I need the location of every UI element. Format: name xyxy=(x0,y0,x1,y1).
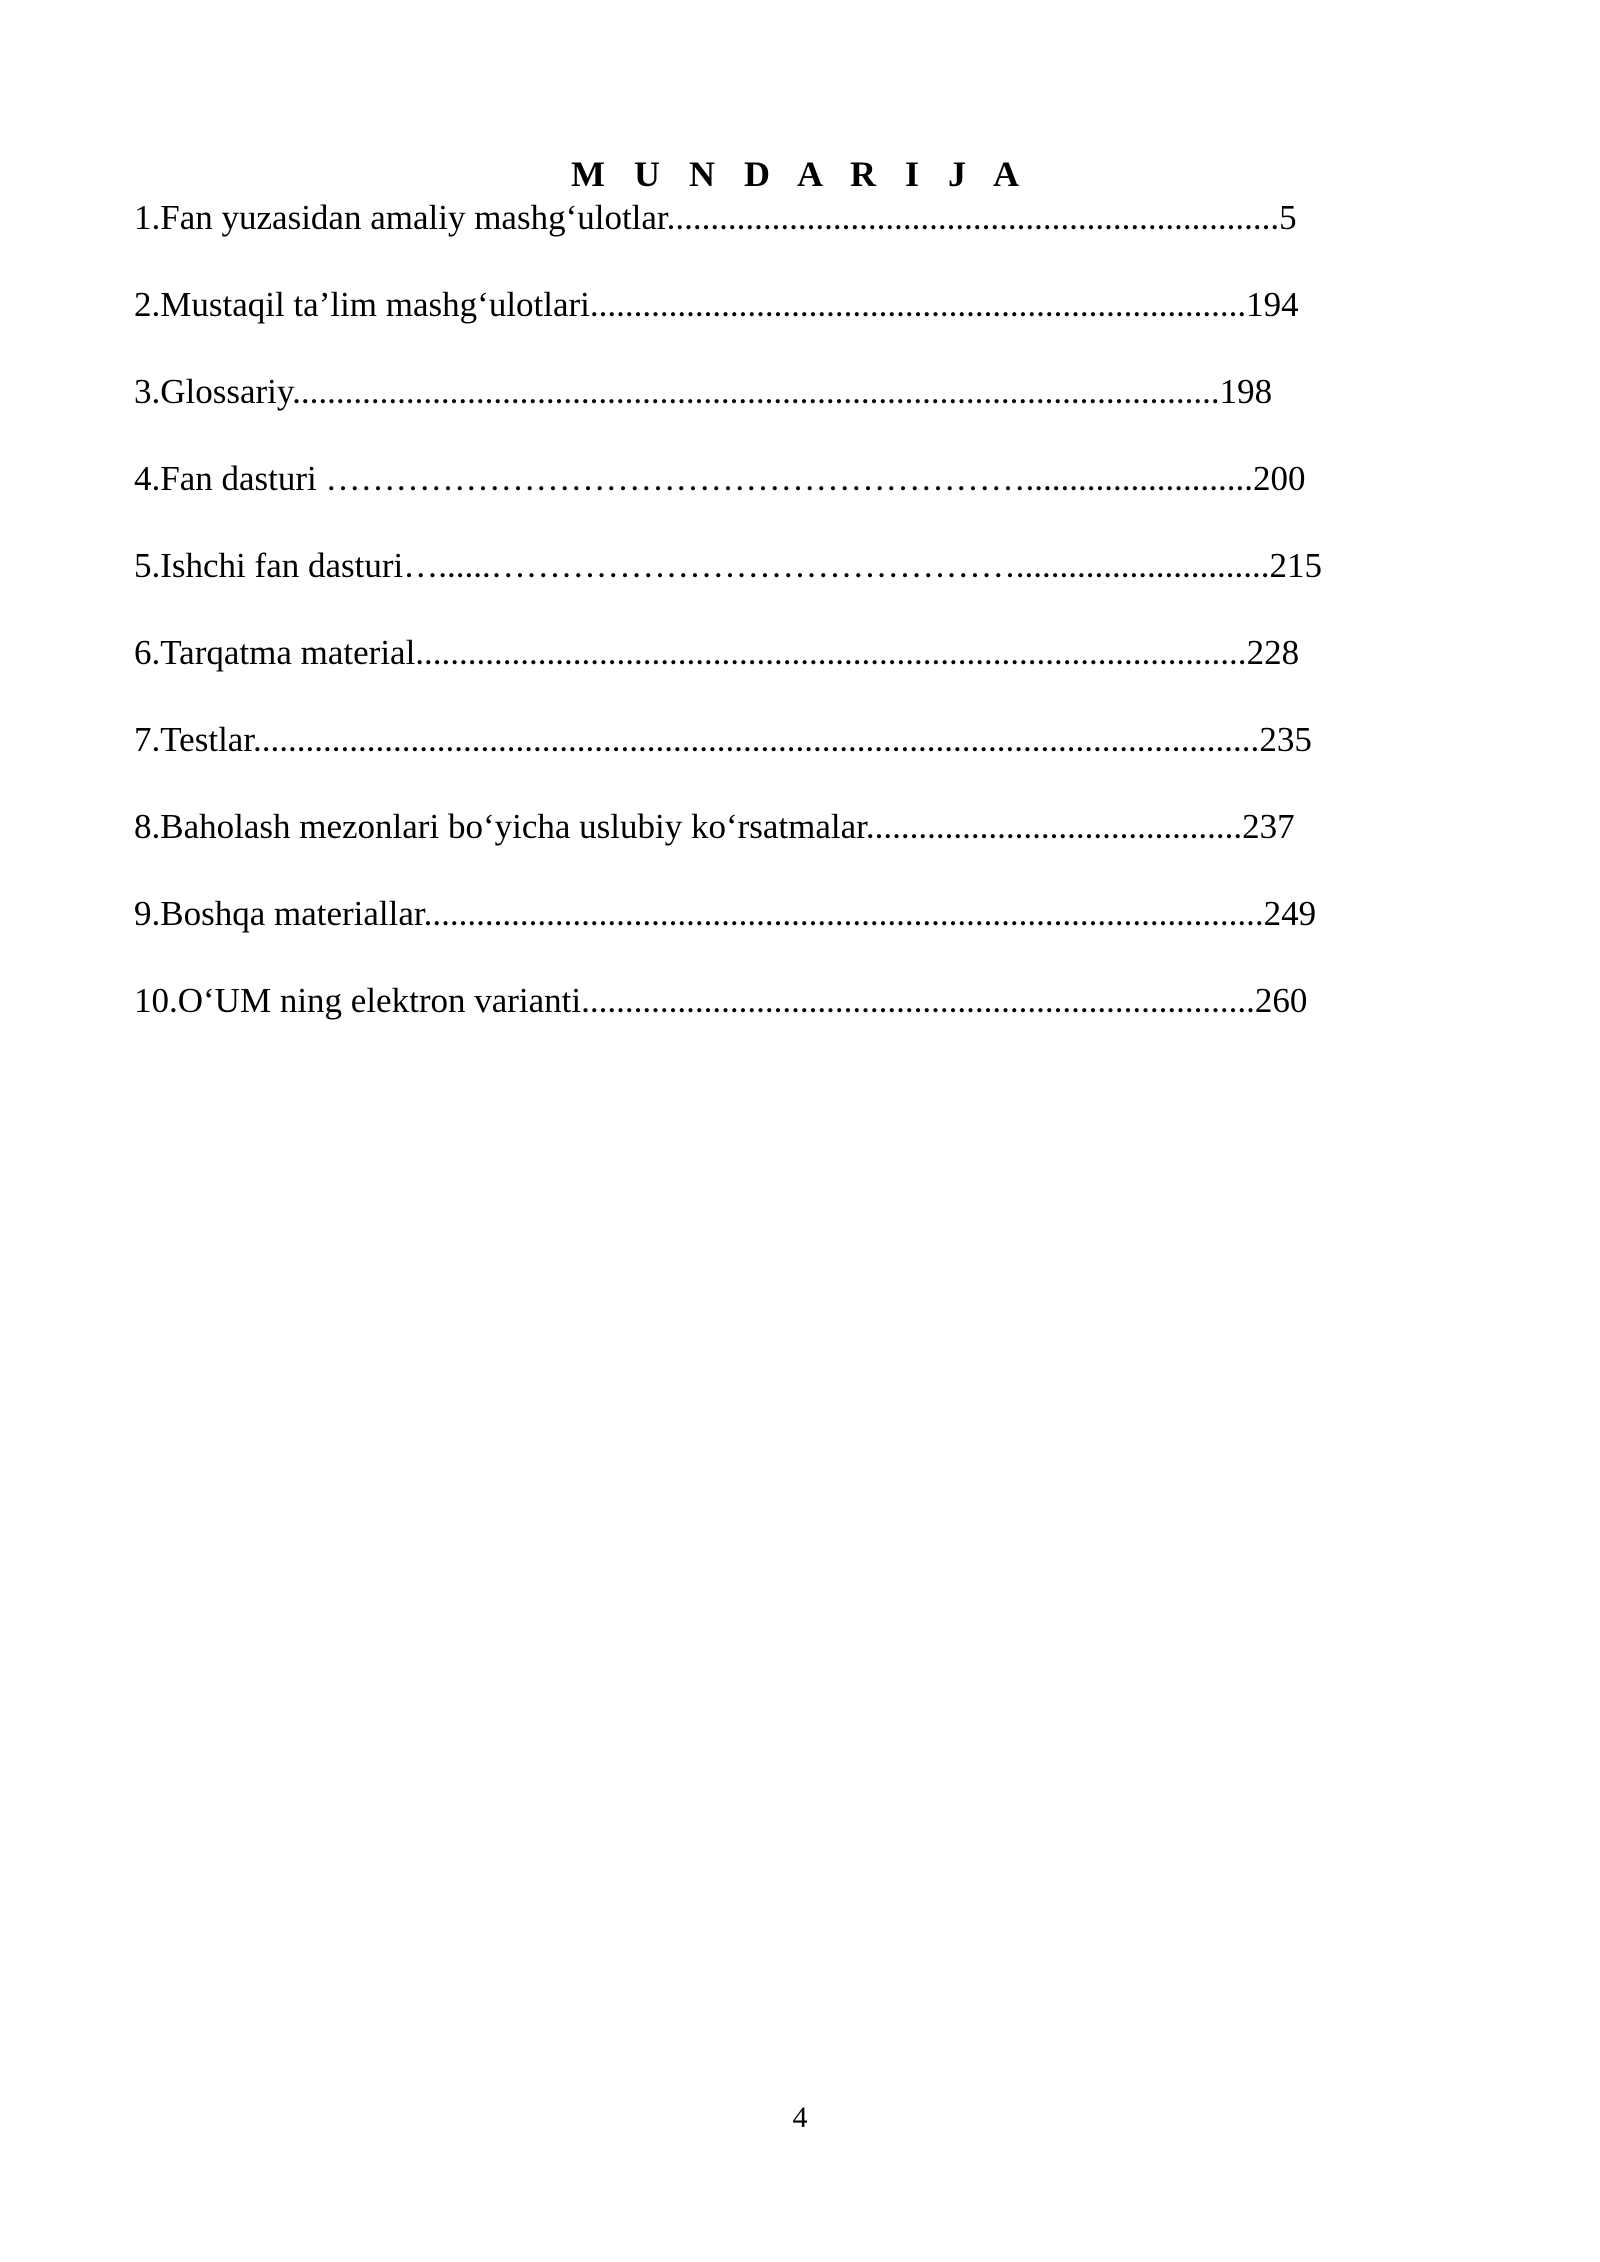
toc-entry xyxy=(134,718,1414,805)
toc-entry-page: 235 xyxy=(1259,720,1312,759)
toc-entry xyxy=(134,631,1414,718)
toc-entry xyxy=(134,370,1414,457)
toc-entry-text: 7.Testlar................................................................................................................... xyxy=(134,720,1260,759)
toc-entry-page: 215 xyxy=(1269,546,1322,585)
toc-entry xyxy=(134,544,1414,631)
table-of-contents xyxy=(134,196,1414,1066)
toc-entry-page: 237 xyxy=(1242,807,1295,846)
toc-entry xyxy=(134,283,1414,370)
toc-entry-text: 2.Mustaqil ta’lim mashg‘ulotlari........................................................................... xyxy=(134,285,1247,324)
toc-entry xyxy=(134,979,1414,1066)
page-title: M U N D A R I J A xyxy=(570,154,1030,194)
toc-entry xyxy=(134,196,1414,283)
toc-entry-page: 198 xyxy=(1219,372,1273,411)
toc-entry-page: 249 xyxy=(1263,894,1317,933)
toc-entry-text: 9.Boshqa materiallar................................................................................................ xyxy=(134,894,1264,933)
toc-entry-text: 10.O‘UM ning elektron varianti............................................................................. xyxy=(134,981,1255,1020)
toc-entry-text: 6.Tarqatma material............................................................................................... xyxy=(134,633,1247,672)
toc-entry-text: 5.Ishchi fan dasturi…......………………………………………............................. xyxy=(134,546,1270,585)
toc-entry-page: 228 xyxy=(1246,633,1300,672)
toc-entry-page: 5 xyxy=(1279,198,1297,237)
toc-entry-page: 200 xyxy=(1253,459,1306,498)
toc-entry xyxy=(134,805,1414,892)
toc-entry xyxy=(134,457,1414,544)
page-number: 4 xyxy=(792,2101,808,2134)
toc-entry xyxy=(134,892,1414,979)
toc-entry-page: 194 xyxy=(1246,285,1299,324)
toc-entry-text: 8.Baholash mezonlari bo‘yicha uslubiy ko‘rsatmalar........................................... xyxy=(134,807,1243,846)
toc-entry-text: 1.Fan yuzasidan amaliy mashg‘ulotlar...................................................................... xyxy=(134,198,1280,237)
toc-entry-page: 260 xyxy=(1254,981,1308,1020)
toc-entry-text: 3.Glossariy.......................................................................................................... xyxy=(134,372,1220,411)
toc-entry-text: 4.Fan dasturi …………………………………………………….......................... xyxy=(134,459,1254,498)
